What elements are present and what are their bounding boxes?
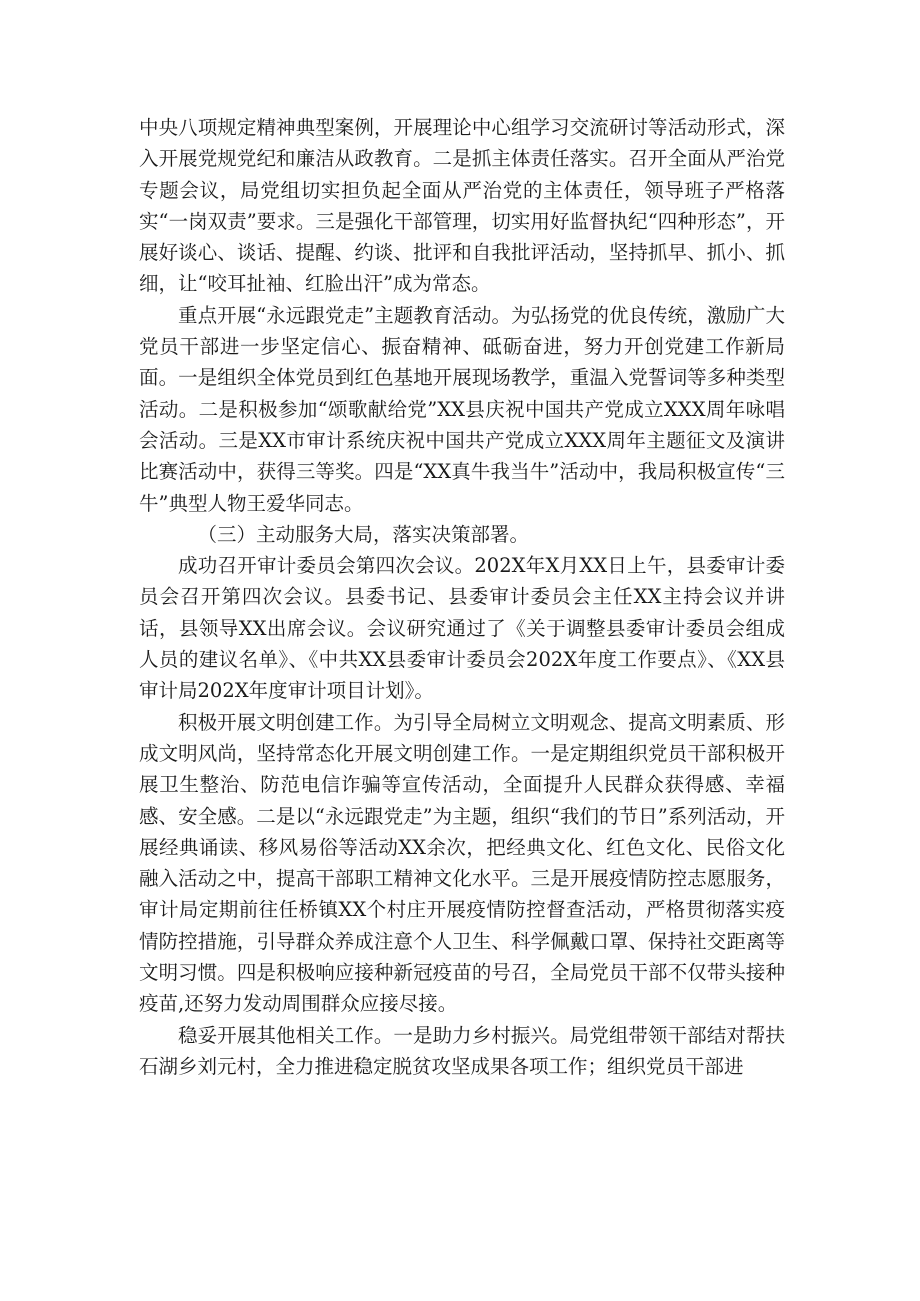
body-paragraph-theme-education: 重点开展“永远跟党走”主题教育活动。为弘扬党的优良传统，激励广大党员干部进一步坚定信心、振奋精神、砥砺奋进，努力开创党建工作新局面。一是组织全体党员到红色基地开展现场教学，重温入党誓词等多种类型活动。二是积极参加“颂歌献给党”XX县庆祝中国共产党成立XXX周年咏唱会活动。三是XX市审计系统庆祝中国共产党成立XXX周年主题征文及演讲比赛活动中，获得三等奖。四是“XX真牛我当牛”活动中，我局积极宣传“三牛”典型人物王爱华同志。 <box>139 303 785 515</box>
body-paragraph-audit-committee: 成功召开审计委员会第四次会议。202X年X月XX日上午，县委审计委员会召开第四次会议。县委书记、县委审计委员会主任XX主持会议并讲话，县领导XX出席会议。会议研究通过了《关于调整县委审计委员会组成人员的建议名单》、《中共XX县委审计委员会202X年度工作要点》、《XX县审计局202X年度审计项目计划》。 <box>139 554 785 703</box>
body-paragraph-civilization: 积极开展文明创建工作。为引导全局树立文明观念、提高文明素质、形成文明风尚，坚持常态化开展文明创建工作。一是定期组织党员干部积极开展卫生整治、防范电信诈骗等宣传活动，全面提升人民群众获得感、幸福感、安全感。二是以“永远跟党走”为主题，组织“我们的节日”系列活动，开展经典诵读、移风易俗等活动XX余次，把经典文化、红色文化、民俗文化融入活动之中，提高干部职工精神文化水平。三是开展疫情防控志愿服务，审计局定期前往任桥镇XX个村庄开展疫情防控督查活动，严格贯彻落实疫情防控措施，引导群众养成注意个人卫生、科学佩戴口罩、保持社交距离等文明习惯。四是积极响应接种新冠疫苗的号召，全局党员干部不仅带头接种疫苗,还努力发动周围群众应接尽接。 <box>139 710 785 1016</box>
document-body <box>139 112 785 1082</box>
section-heading: （三）主动服务大局，落实决策部署。 <box>197 522 530 546</box>
body-paragraph-other-work: 稳妥开展其他相关工作。一是助力乡村振兴。局党组带领干部结对帮扶石湖乡刘元村，全力推进稳定脱贫攻坚成果各项工作；组织党员干部进 <box>139 1023 785 1078</box>
body-paragraph-continuation: 中央八项规定精神典型案例，开展理论中心组学习交流研讨等活动形式，深入开展党规党纪和廉洁从政教育。二是抓主体责任落实。召开全面从严治党专题会议，局党组切实担负起全面从严治党的主体责任，领导班子严格落实“一岗双责”要求。三是强化干部管理，切实用好监督执纪“四种形态”，开展好谈心、谈话、提醒、约谈、批评和自我批评活动，坚持抓早、抓小、抓细，让“咬耳扯袖、红脸出汗”成为常态。 <box>139 116 785 296</box>
